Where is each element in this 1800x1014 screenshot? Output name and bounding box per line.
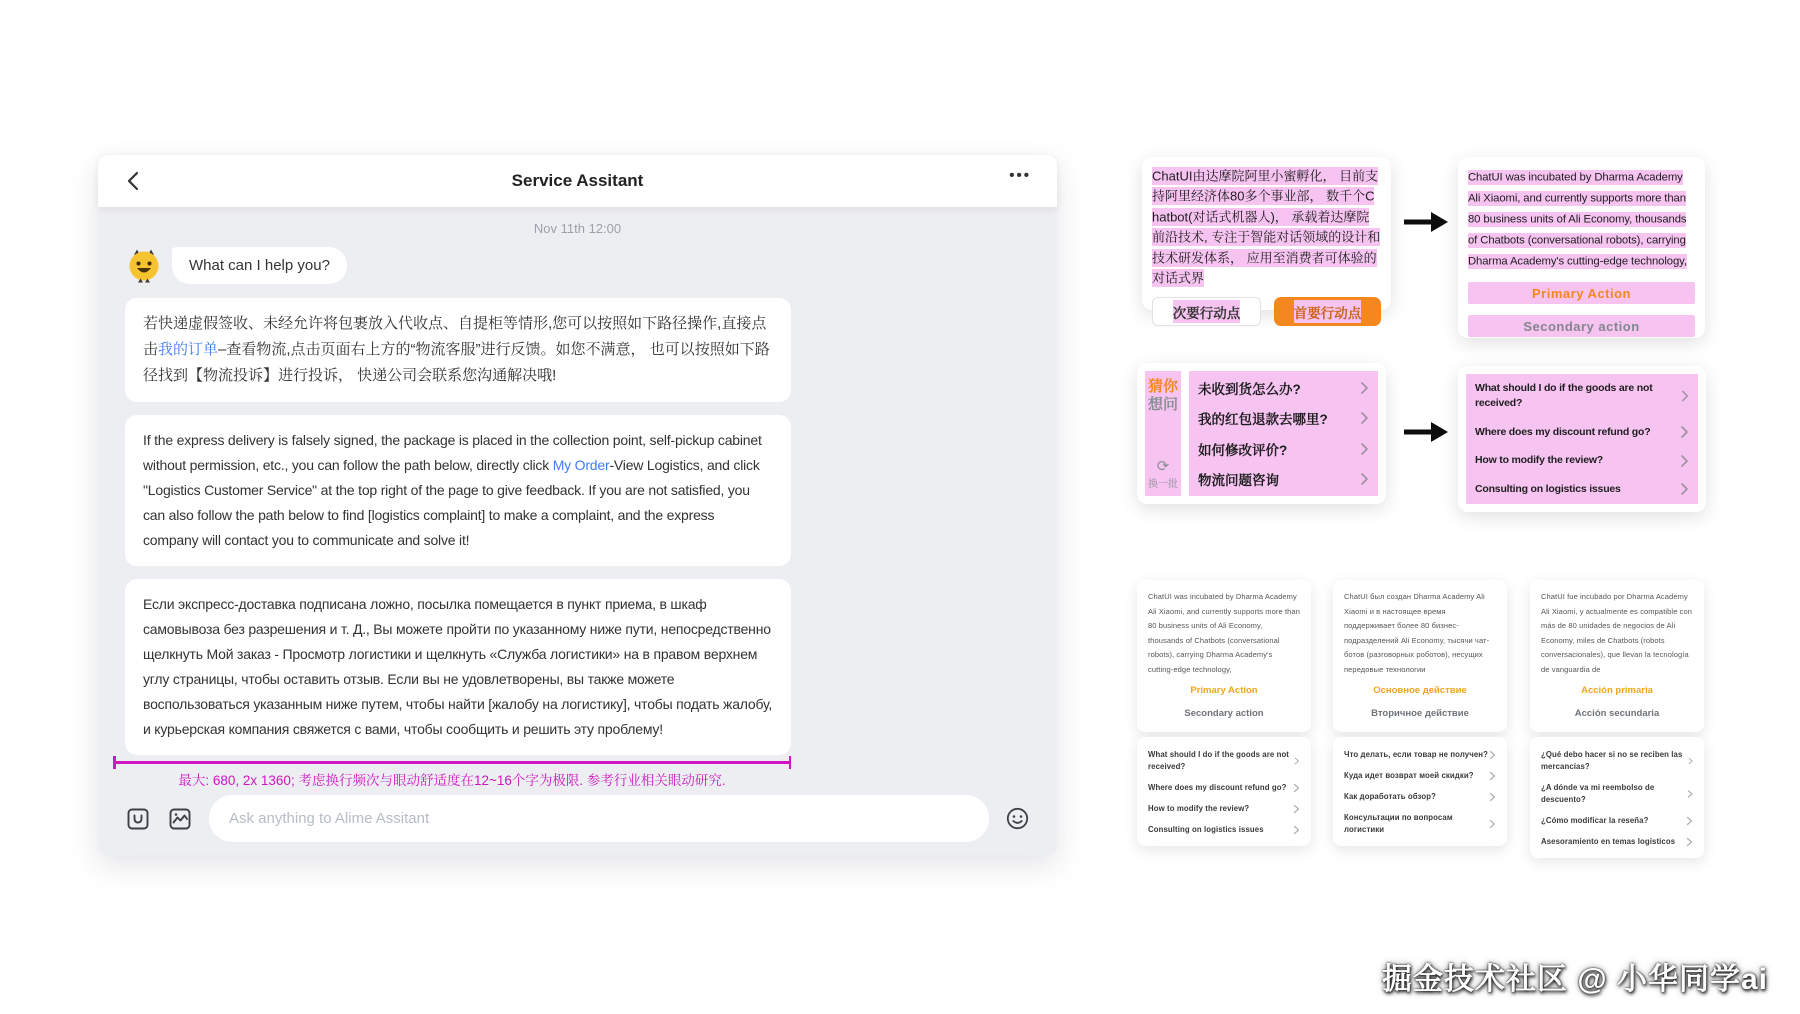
question-label: 我的红包退款去哪里? — [1198, 412, 1328, 428]
chevron-left-icon — [124, 170, 144, 192]
question-label: What should I do if the goods are not received? — [1148, 750, 1290, 771]
my-order-link-cn[interactable]: 我的订单 — [158, 341, 219, 358]
suggested-question[interactable] — [1541, 815, 1693, 827]
chevron-right-icon — [1360, 442, 1369, 456]
translate-arrow-icon — [1402, 208, 1450, 236]
chevron-right-icon — [1293, 804, 1300, 814]
secondary-action-button-en[interactable]: Secondary action — [1468, 315, 1695, 337]
image-button[interactable] — [167, 806, 193, 832]
message-input[interactable] — [229, 810, 969, 827]
question-label: 物流问题咨询 — [1198, 472, 1279, 488]
chevron-right-icon — [1680, 425, 1689, 439]
suggested-question[interactable] — [1541, 749, 1693, 773]
question-label: Where does my discount refund go? — [1475, 425, 1651, 438]
sticker-icon — [125, 806, 151, 832]
page-title: Service Assitant — [511, 171, 644, 190]
chevron-right-icon — [1686, 837, 1693, 847]
chat-window — [98, 155, 1057, 855]
intro-text-cn — [1152, 166, 1381, 289]
message-input-container[interactable] — [209, 795, 989, 842]
primary-action-link[interactable]: Acción primaria — [1581, 685, 1653, 696]
suggested-question[interactable] — [1198, 469, 1369, 489]
question-list — [1466, 374, 1698, 504]
refresh-label: 换一批 — [1148, 479, 1178, 490]
my-order-link-en[interactable]: My Order — [552, 457, 610, 473]
chevron-right-icon — [1293, 783, 1300, 793]
primary-action-button-cn[interactable]: 首要行动点 — [1274, 297, 1381, 326]
mini-questions-card-english — [1137, 737, 1311, 846]
chat-input-bar — [125, 795, 1030, 842]
guess-questions-card-chinese — [1137, 363, 1386, 504]
chevron-right-icon — [1681, 389, 1689, 403]
suggested-question[interactable] — [1475, 482, 1689, 497]
chevron-right-icon — [1489, 771, 1496, 781]
suggested-question[interactable] — [1344, 770, 1496, 782]
question-label: ¿A dónde va mi reembolso de descuento? — [1541, 783, 1655, 804]
action-button-row — [1152, 297, 1381, 326]
bot-greeting-bubble: What can I help you? — [172, 247, 347, 284]
highlighted-text: ChatUI was incubated by Dharma Academy Ali Xiaomi, and currently supports more than 80 business units of Ali Economy, thousands of Chatbots (conversational robots), carrying Dharma Academy's cutting-edge technology, — [1468, 171, 1687, 267]
guess-label-top: 猜你 — [1147, 378, 1178, 395]
chevron-right-icon — [1680, 454, 1689, 468]
question-label: How to modify the review? — [1148, 804, 1250, 813]
suggested-question[interactable] — [1198, 439, 1369, 459]
question-label: Куда идет возврат моей скидки? — [1344, 771, 1474, 780]
highlighted-text: ChatUI由达摩院阿里小蜜孵化， 目前支持阿里经济体80多个事业部， 数千个Chatbot(对话式机器人)， 承载着达摩院前沿技术, 专注于智能对话领域的设计和技术研发体系， 应用至消费者可体验的对话式界 — [1152, 168, 1381, 286]
suggested-question[interactable] — [1475, 381, 1689, 411]
secondary-action-button-cn[interactable]: 次要行动点 — [1152, 297, 1261, 326]
question-label: ¿Qué debo hacer si no se reciben las mercancías? — [1541, 750, 1683, 771]
bot-message-english — [125, 415, 791, 566]
bot-message-russian — [125, 579, 791, 755]
timestamp: Nov 11th 12:00 — [533, 221, 622, 236]
guess-label-bottom: 想问 — [1147, 396, 1178, 413]
chevron-right-icon — [1360, 472, 1369, 486]
question-label: How to modify the review? — [1475, 454, 1604, 467]
intro-card-english — [1458, 157, 1705, 338]
bot-avatar — [125, 247, 163, 285]
question-label: Consulting on logistics issues — [1475, 482, 1621, 495]
question-label: What should I do if the goods are not received? — [1475, 382, 1653, 409]
question-label: Where does my discount refund go? — [1148, 783, 1287, 792]
width-annotation — [113, 761, 791, 789]
suggested-question[interactable] — [1198, 378, 1369, 398]
chevron-right-icon — [1293, 825, 1300, 835]
image-icon — [167, 806, 193, 832]
refresh-icon[interactable]: ⟳ — [1156, 458, 1170, 475]
chat-message-area — [98, 207, 1057, 855]
question-label: Asesoramiento en temas logísticos — [1541, 837, 1676, 846]
translate-arrow-icon — [1402, 418, 1450, 446]
suggested-question[interactable] — [1148, 749, 1300, 773]
mini-intro-card-spanish — [1530, 580, 1704, 732]
emoji-icon — [1005, 806, 1030, 831]
suggested-question[interactable] — [1344, 749, 1496, 761]
message-text: –查看物流,点击页面右上方的“物流客服”进行反馈。如您不满意， 也可以按照如下路径找到【物流投诉】进行投诉， 快递公司会联系您沟通解决哦! — [143, 341, 770, 384]
watermark: 掘金技术社区 @ 小华同学ai — [1382, 963, 1768, 996]
chevron-right-icon — [1686, 816, 1693, 826]
question-label: Консультации по вопросам логистики — [1344, 813, 1453, 834]
suggested-question[interactable] — [1475, 453, 1689, 468]
suggested-question[interactable] — [1475, 425, 1689, 440]
suggested-question[interactable] — [1541, 782, 1693, 806]
chevron-right-icon — [1360, 381, 1369, 395]
sticker-button[interactable] — [125, 806, 151, 832]
robot-face-icon — [125, 247, 163, 285]
question-list — [1189, 371, 1378, 496]
chevron-right-icon — [1489, 819, 1496, 829]
question-label: ¿Cómo modificar la reseña? — [1541, 816, 1649, 825]
question-label: Как доработать обзор? — [1344, 792, 1436, 801]
message-text: -View Logistics, and click "Logistics Customer Service" at the top right of the page to give feedback. If you are not satisfied, you can also follow the path below to find [logistics complaint] to make a complaint, and the express company will contact you to communicate and solve it! — [143, 457, 760, 548]
mini-intro-card-russian — [1333, 580, 1507, 732]
suggested-question[interactable] — [1344, 812, 1496, 836]
chevron-right-icon — [1360, 411, 1369, 425]
intro-text: ChatUI fue incubado por Dharma Academy Ali Xiaomi, y actualmente es compatible con más de 80 unidades de negocios de Ali Economy, miles de Chatbots (robots conversacionales), que llevan la tecnología de vanguardia de — [1541, 592, 1693, 674]
message-text: 若快递虚假签收、未经允许将包裹放入代收点、自提柜等情形,您可以按照如下路径操作,直接点击 — [143, 315, 767, 358]
question-label: 如何修改评价? — [1198, 442, 1288, 458]
suggested-question[interactable] — [1541, 836, 1693, 848]
chevron-right-icon — [1687, 789, 1693, 799]
suggested-question[interactable] — [1148, 782, 1300, 794]
message-text: If the express delivery is falsely signed, the package is placed in the collection point, self-pickup cabinet without permission, etc., you can follow the path below, directly click — [143, 432, 762, 473]
emoji-button[interactable] — [1005, 806, 1030, 831]
secondary-action-link[interactable]: Secondary action — [1184, 708, 1264, 719]
message-text: Если экспресс-доставка подписана ложно, посылка помещается в пункт приема, в шкаф самовывоза без разрешения и т. Д., Вы можете пройти по указанному ниже пути, непосредственно щелкнуть Мой заказ - Просмотр логистики и щелкнуть «Служба логистики» на в правом верхнем углу страницы, чтобы оставить отзыв. Если вы не удовлетворены, вы также можете воспользоваться указанным ниже путем, чтобы найти [жалобу на логистику], чтобы подать жалобу, и курьерская компания свяжется с вами, чтобы сообщить и решить эту проблему! — [143, 596, 773, 737]
secondary-action-link[interactable]: Вторичное действие — [1371, 708, 1469, 719]
primary-action-button-en[interactable]: Primary Action — [1468, 282, 1695, 304]
secondary-action-link[interactable]: Acción secundaria — [1574, 708, 1660, 719]
chevron-right-icon — [1680, 482, 1689, 496]
question-label: Что делать, если товар не получен? — [1344, 750, 1488, 759]
greeting-row — [125, 247, 1030, 285]
suggested-question[interactable] — [1148, 824, 1300, 836]
question-label: Consulting on logistics issues — [1148, 825, 1264, 834]
more-options-button[interactable]: ••• — [1009, 167, 1031, 184]
intro-text-en — [1468, 167, 1695, 272]
question-label: 未收到货怎么办? — [1198, 382, 1301, 397]
measure-label: 最大: 680, 2x 1360; 考虑换行频次与眼动舒适度在12~16个字为极限. 参考行业相关眼动研究. — [178, 772, 726, 788]
bot-message-chinese — [125, 298, 791, 402]
guess-label-strip — [1145, 371, 1181, 496]
intro-card-chinese — [1142, 157, 1391, 321]
chevron-right-icon — [1294, 756, 1300, 766]
guess-questions-card-english — [1458, 366, 1706, 512]
mini-intro-card-english — [1137, 580, 1311, 732]
back-button[interactable] — [124, 169, 148, 193]
chevron-right-icon — [1489, 750, 1496, 760]
chevron-right-icon — [1688, 756, 1693, 766]
suggested-question[interactable] — [1198, 408, 1369, 428]
mini-questions-card-russian — [1333, 737, 1507, 846]
intro-text: ChatUI был создан Dharma Academy Ali Xiaomi и в настоящее время поддерживает более 80 бизнес-подразделений Ali Economy, тысячи чат-ботов (разговорных роботов), несущих передовые технологии — [1344, 592, 1490, 674]
intro-text: ChatUI was incubated by Dharma Academy Ali Xiaomi, and currently supports more than 80 business units of Ali Economy, thousands of Chatbots (conversational robots), carrying Dharma Academy's cutting-edge technology, — [1148, 592, 1300, 674]
mini-questions-card-spanish — [1530, 737, 1704, 858]
chat-header — [98, 155, 1057, 207]
suggested-question[interactable] — [1344, 791, 1496, 803]
suggested-question[interactable] — [1148, 803, 1300, 815]
chevron-right-icon — [1489, 792, 1496, 802]
primary-action-link[interactable]: Primary Action — [1190, 685, 1258, 696]
primary-action-link[interactable]: Основное действие — [1373, 685, 1467, 696]
measure-line — [113, 761, 791, 764]
